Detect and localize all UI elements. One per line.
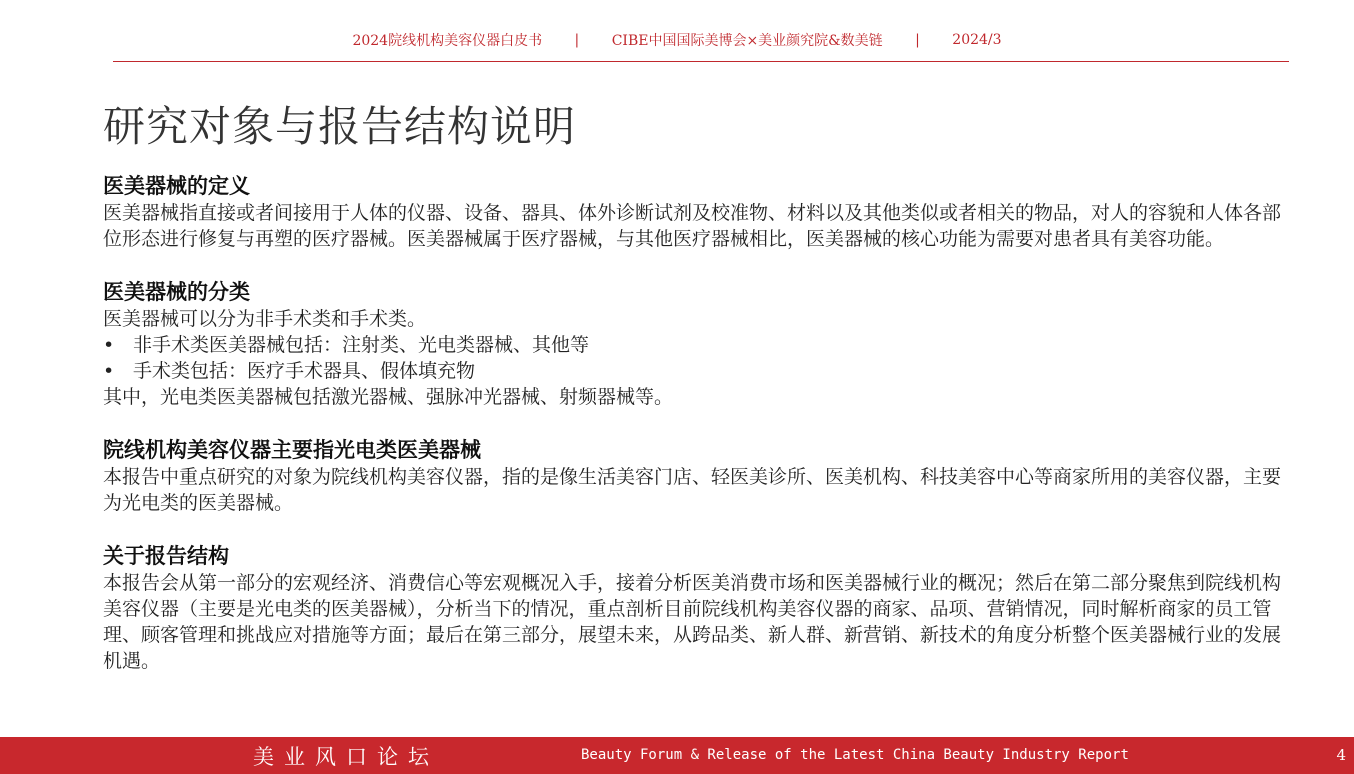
page-title: 研究对象与报告结构说明 xyxy=(103,102,577,151)
section-classification xyxy=(103,278,1283,410)
header-separator: | xyxy=(915,32,920,48)
bullet-item xyxy=(103,332,1283,358)
bullet-icon: • xyxy=(103,334,115,356)
section-intro: 医美器械可以分为非手术类和手术类。 xyxy=(103,308,427,330)
section-heading: 医美器械的分类 xyxy=(103,280,250,304)
header-publisher: CIBE中国国际美博会×美业颜究院&数美链 xyxy=(611,33,883,49)
section-paragraph: 本报告中重点研究的对象为院线机构美容仪器，指的是像生活美容门店、轻医美诊所、医美机构、科技美容中心等商家所用的美容仪器，主要为光电类的医美器械。 xyxy=(103,466,1282,514)
bullet-text: 手术类包括：医疗手术器具、假体填充物 xyxy=(133,360,476,382)
running-header xyxy=(0,30,1354,52)
section-outro: 其中，光电类医美器械包括激光器械、强脉冲光器械、射频器械等。 xyxy=(103,386,674,408)
section-heading: 医美器械的定义 xyxy=(103,174,250,198)
section-heading: 关于报告结构 xyxy=(103,544,229,568)
bullet-item xyxy=(103,358,1283,384)
section-paragraph: 本报告会从第一部分的宏观经济、消费信心等宏观概况入手，接着分析医美消费市场和医美器械行业的概况；然后在第二部分聚焦到院线机构美容仪器（主要是光电类的医美器械），分析当下的情况，重点剖析目前院线机构美容仪器的商家、品项、营销情况，同时解析商家的员工管理、顾客管理和挑战应对措施等方面；最后在第三部分，展望未来，从跨品类、新人群、新营销、新技术的角度分析整个医美器械行业的发展机遇。 xyxy=(103,572,1282,672)
section-heading: 院线机构美容仪器主要指光电类医美器械 xyxy=(103,438,481,462)
section-scope xyxy=(103,436,1283,516)
footer-bar xyxy=(0,737,1354,774)
header-date: 2024/3 xyxy=(952,32,1002,48)
bullet-list xyxy=(103,332,1283,384)
header-divider xyxy=(113,61,1289,62)
bullet-icon: • xyxy=(103,360,115,382)
page-number: 4 xyxy=(1336,746,1346,764)
footer-forum-en: Beauty Forum & Release of the Latest China Beauty Industry Report xyxy=(581,747,1129,763)
header-separator: | xyxy=(574,32,580,48)
page-content xyxy=(103,172,1283,700)
section-structure xyxy=(103,542,1283,674)
header-report-name: 2024院线机构美容仪器白皮书 xyxy=(352,33,543,49)
section-paragraph: 医美器械指直接或者间接用于人体的仪器、设备、器具、体外诊断试剂及校准物、材料以及其他类似或者相关的物品，对人的容貌和人体各部位形态进行修复与再塑的医疗器械。医美器械属于医疗器械，与其他医疗器械相比，医美器械的核心功能为需要对患者具有美容功能。 xyxy=(103,202,1282,250)
bullet-text: 非手术类医美器械包括：注射类、光电类器械、其他等 xyxy=(133,334,590,356)
section-definition xyxy=(103,172,1283,252)
footer-forum-cn: 美业风口论坛 xyxy=(253,745,439,769)
